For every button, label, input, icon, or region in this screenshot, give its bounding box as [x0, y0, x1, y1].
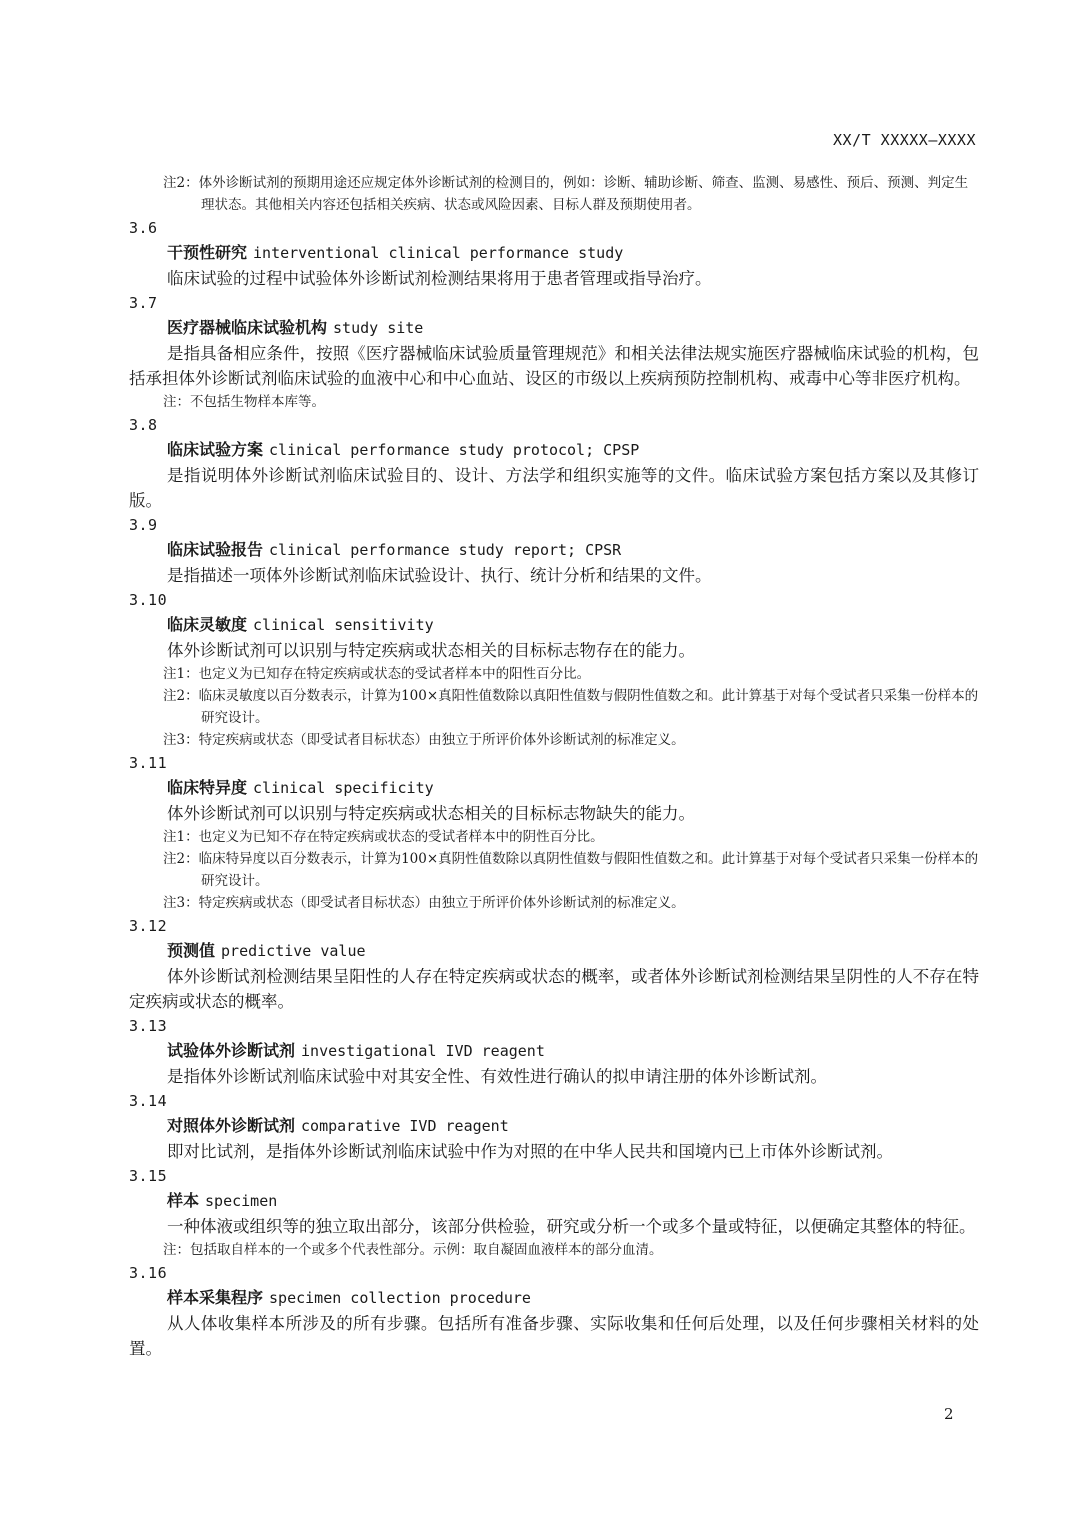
definition: 体外诊断试剂可以识别与特定疾病或状态相关的目标标志物缺失的能力。	[167, 804, 695, 823]
note: 注2：临床特异度以百分数表示，计算为100×真阴性值数除以真阴性值数与假阳性值数之和。此计算基于对每个受试者只采集一份样本的研究设计。	[163, 851, 979, 889]
term-en: clinical sensitivity	[253, 616, 434, 634]
clause-number: 3.11	[129, 754, 168, 772]
definition: 即对比试剂，是指体外诊断试剂临床试验中作为对照的在中华人民共和国境内已上市体外诊断试剂。	[167, 1142, 893, 1161]
definition: 是指说明体外诊断试剂临床试验目的、设计、方法学和组织实施等的文件。临床试验方案包括方案以及其修订版。	[129, 466, 979, 510]
note: 注：包括取自样本的一个或多个代表性部分。示例：取自凝固血液样本的部分血清。	[163, 1242, 663, 1258]
entry-3-11	[129, 751, 979, 914]
term-zh: 临床特异度	[167, 778, 248, 797]
term-heading	[167, 775, 979, 801]
term-zh: 临床试验报告	[167, 540, 264, 559]
definition: 临床试验的过程中试验体外诊断试剂检测结果将用于患者管理或指导治疗。	[167, 269, 712, 288]
page-number: 2	[944, 1405, 954, 1423]
term-en: investigational IVD reagent	[301, 1042, 545, 1060]
definition: 是指描述一项体外诊断试剂临床试验设计、执行、统计分析和结果的文件。	[167, 566, 712, 585]
term-heading	[167, 1285, 979, 1311]
term-zh: 对照体外诊断试剂	[167, 1116, 296, 1135]
term-en: study site	[333, 319, 424, 337]
term-zh: 干预性研究	[167, 243, 248, 262]
entry-3-6	[129, 216, 979, 291]
term-zh: 预测值	[167, 941, 216, 960]
note: 注3：特定疾病或状态（即受试者目标状态）由独立于所评价体外诊断试剂的标准定义。	[163, 895, 685, 911]
term-en: clinical performance study protocol; CPSP	[269, 441, 640, 459]
document-code-header: XX/T XXXXX—XXXX	[833, 131, 976, 149]
entry-3-7	[129, 291, 979, 413]
note: 注2：临床灵敏度以百分数表示，计算为100×真阳性值数除以真阳性值数与假阴性值数之和。此计算基于对每个受试者只采集一份样本的研究设计。	[163, 688, 979, 726]
term-heading	[167, 612, 979, 638]
term-en: specimen collection procedure	[269, 1289, 531, 1307]
note: 注3：特定疾病或状态（即受试者目标状态）由独立于所评价体外诊断试剂的标准定义。	[163, 732, 685, 748]
definition: 是指体外诊断试剂临床试验中对其安全性、有效性进行确认的拟申请注册的体外诊断试剂。	[167, 1067, 827, 1086]
term-heading	[167, 315, 979, 341]
entry-3-10	[129, 588, 979, 751]
clause-number: 3.16	[129, 1264, 168, 1282]
definition: 从人体收集样本所涉及的所有步骤。包括所有准备步骤、实际收集和任何后处理，以及任何步骤相关材料的处置。	[129, 1314, 979, 1358]
term-zh: 医疗器械临床试验机构	[167, 318, 328, 337]
note: 注1：也定义为已知不存在特定疾病或状态的受试者样本中的阴性百分比。	[163, 829, 604, 845]
term-en: clinical specificity	[253, 779, 434, 797]
term-zh: 样本采集程序	[167, 1288, 264, 1307]
definition: 体外诊断试剂可以识别与特定疾病或状态相关的目标标志物存在的能力。	[167, 641, 695, 660]
definition: 一种体液或组织等的独立取出部分，该部分供检验，研究或分析一个或多个量或特征，以便确定其整体的特征。	[167, 1217, 976, 1236]
term-en: clinical performance study report; CPSR	[269, 541, 622, 559]
term-heading	[167, 938, 979, 964]
definition: 是指具备相应条件，按照《医疗器械临床试验质量管理规范》和相关法律法规实施医疗器械临床试验的机构，包括承担体外诊断试剂临床试验的血液中心和中心血站、设区的市级以上疾病预防控制机构、戒毒中心等非医疗机构。	[129, 344, 979, 388]
clause-number: 3.10	[129, 591, 168, 609]
term-heading	[167, 240, 979, 266]
entry-3-12	[129, 914, 979, 1014]
clause-number: 3.9	[129, 516, 158, 534]
note: 注2：体外诊断试剂的预期用途还应规定体外诊断试剂的检测目的，例如：诊断、辅助诊断、筛查、监测、易感性、预后、预测、判定生理状态。其他相关内容还包括相关疾病、状态或风险因素、目标人群及预期使用者。	[163, 175, 969, 213]
entry-3-8	[129, 413, 979, 513]
note: 注1：也定义为已知存在特定疾病或状态的受试者样本中的阳性百分比。	[163, 666, 591, 682]
term-heading	[167, 1113, 979, 1139]
entry-3-16	[129, 1261, 979, 1361]
term-zh: 样本	[167, 1191, 200, 1210]
term-heading	[167, 1038, 979, 1064]
definition: 体外诊断试剂检测结果呈阳性的人存在特定疾病或状态的概率，或者体外诊断试剂检测结果呈阴性的人不存在特定疾病或状态的概率。	[129, 967, 979, 1011]
clause-number: 3.8	[129, 416, 158, 434]
term-zh: 临床试验方案	[167, 440, 264, 459]
entry-3-13	[129, 1014, 979, 1089]
note: 注：不包括生物样本库等。	[163, 394, 325, 410]
clause-number: 3.14	[129, 1092, 168, 1110]
clause-number: 3.7	[129, 294, 158, 312]
clause-number: 3.12	[129, 917, 168, 935]
entry-3-9	[129, 513, 979, 588]
term-heading	[167, 437, 979, 463]
term-heading	[167, 1188, 979, 1214]
clause-number: 3.13	[129, 1017, 168, 1035]
term-en: interventional clinical performance study	[253, 244, 624, 262]
term-en: specimen	[205, 1192, 278, 1210]
entry-3-5-continuation	[129, 172, 979, 216]
term-heading	[167, 537, 979, 563]
term-en: comparative IVD reagent	[301, 1117, 509, 1135]
term-zh: 临床灵敏度	[167, 615, 248, 634]
clause-number: 3.6	[129, 219, 158, 237]
entry-3-15	[129, 1164, 979, 1261]
term-en: predictive value	[221, 942, 366, 960]
clause-number: 3.15	[129, 1167, 168, 1185]
document-body	[129, 172, 979, 1361]
term-zh: 试验体外诊断试剂	[167, 1041, 296, 1060]
entry-3-14	[129, 1089, 979, 1164]
